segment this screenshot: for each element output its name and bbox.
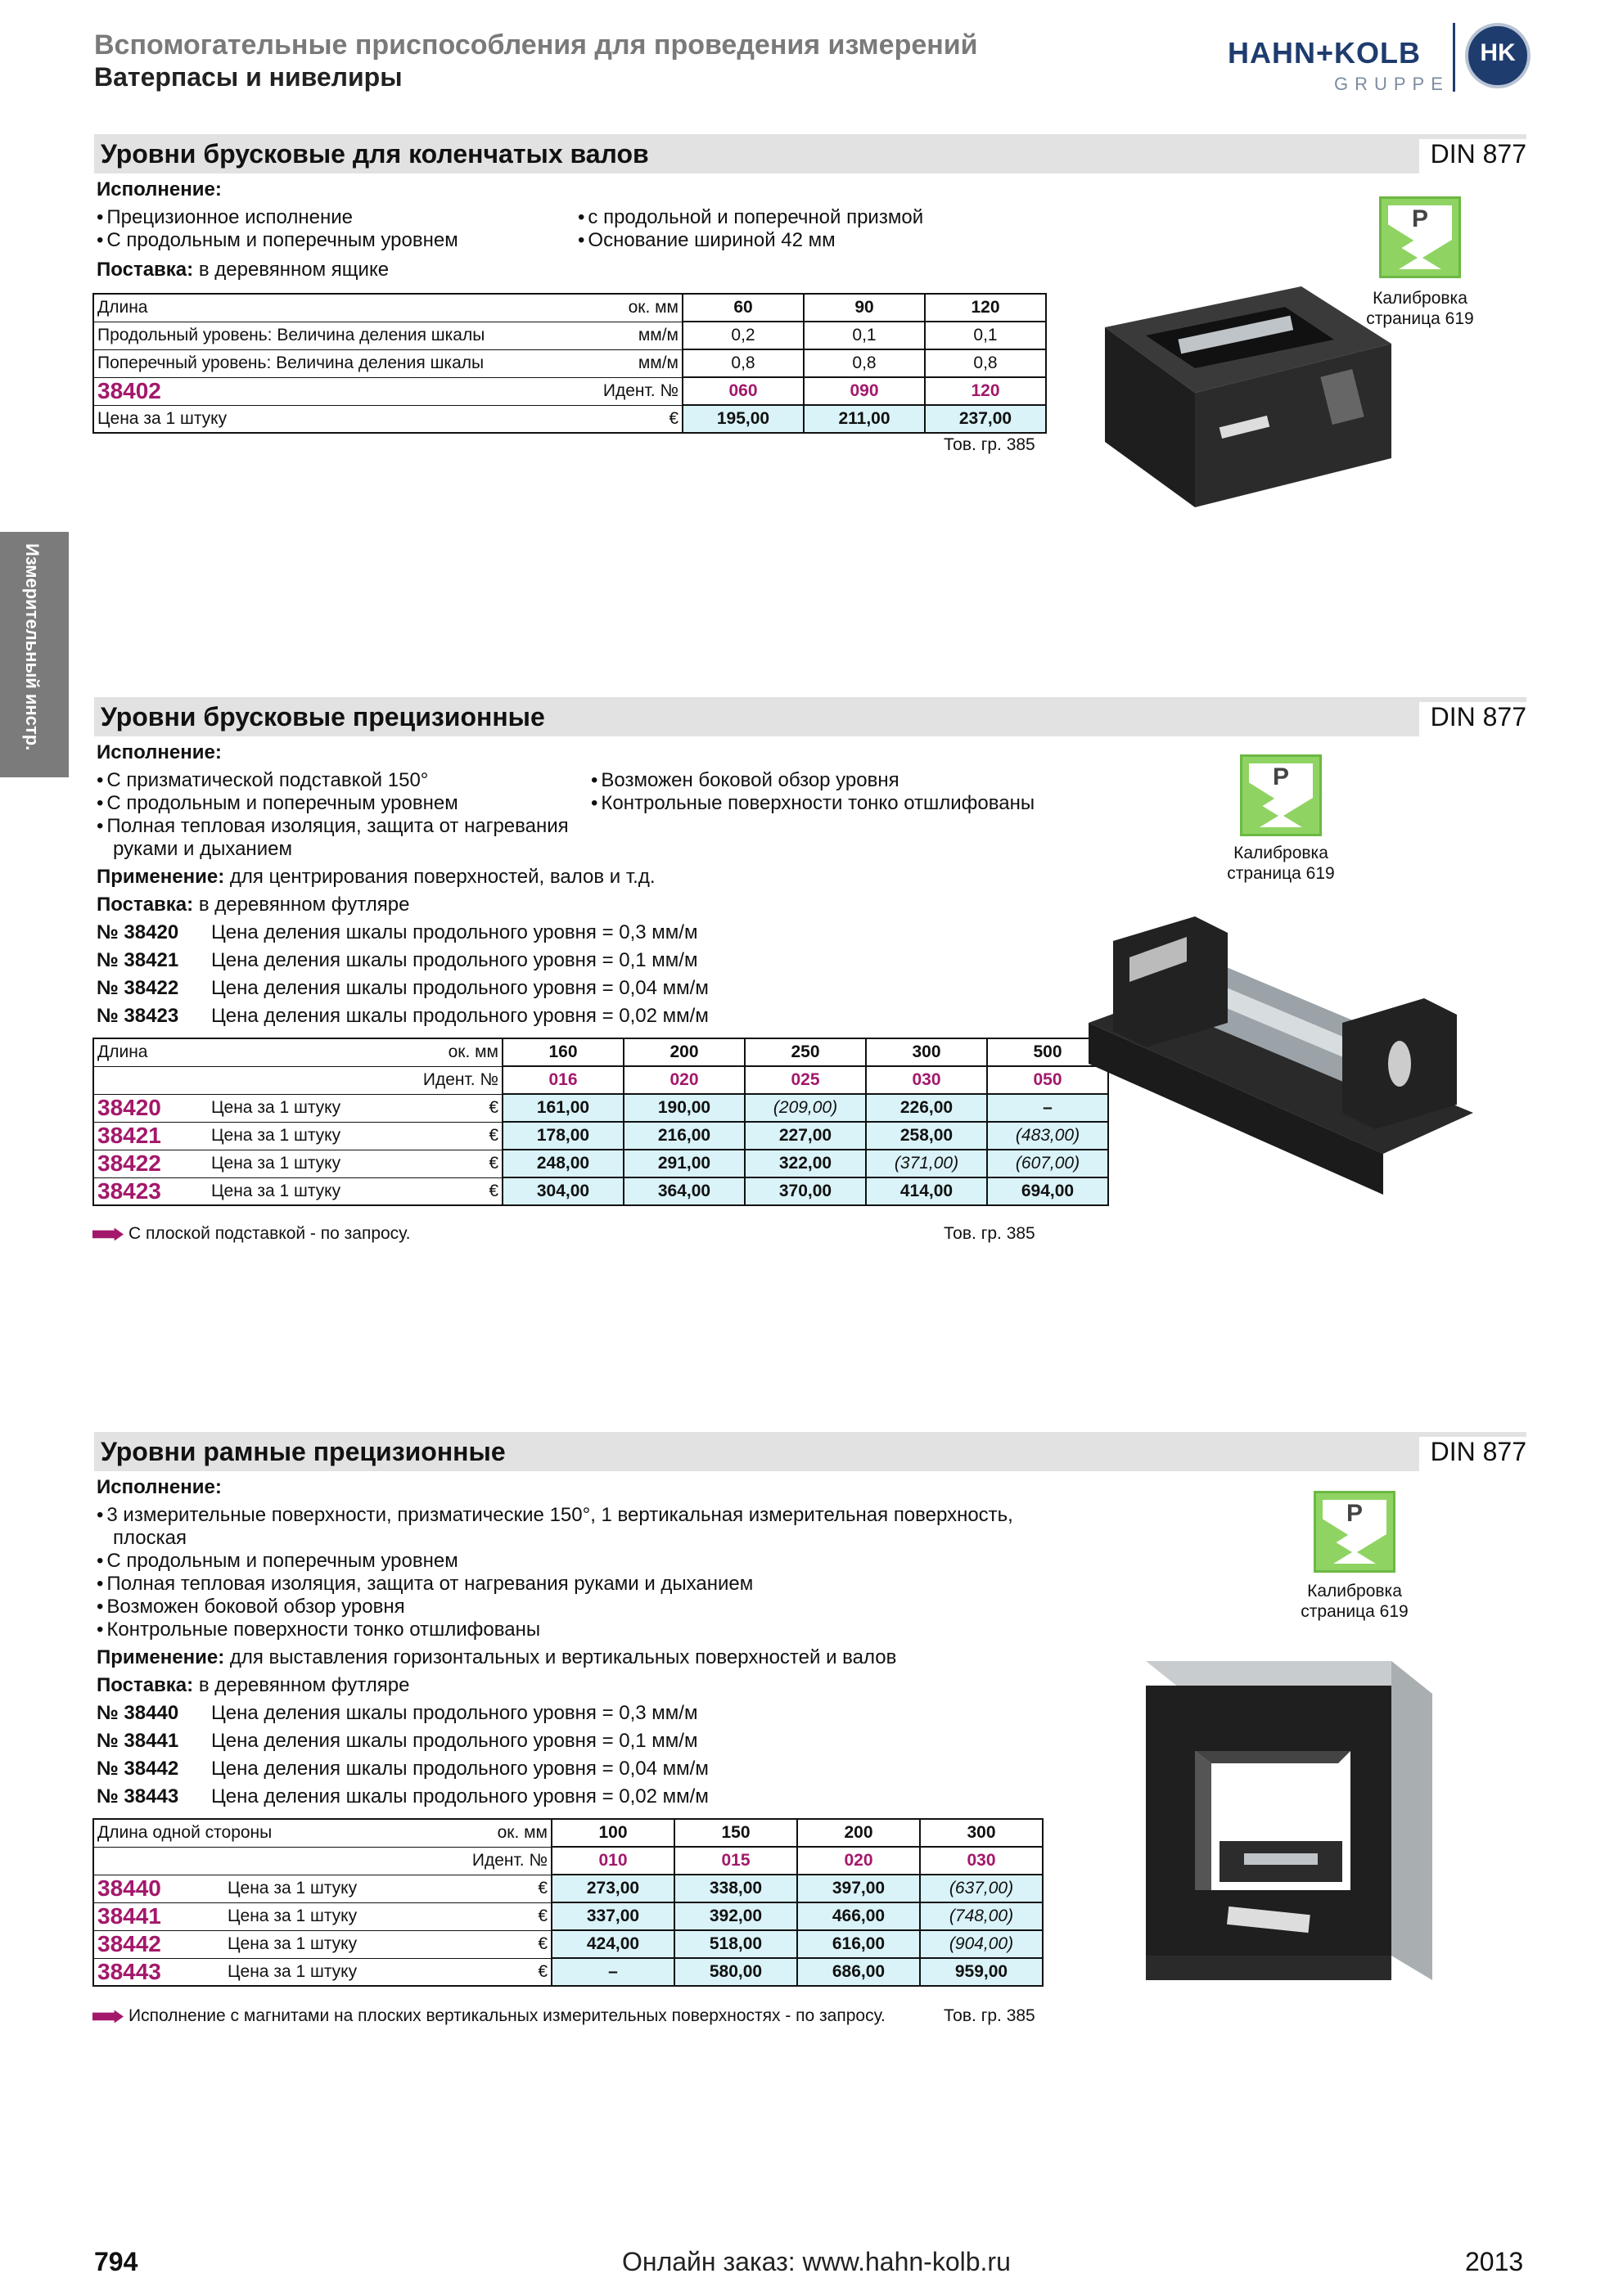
section-2-product-group: Тов. гр. 385 (944, 1224, 1035, 1243)
section-2-bullet: • С призматической подставкой 150° (97, 769, 428, 792)
section-3-bullet-cont: плоская (113, 1527, 187, 1549)
table-row: 38402 Идент. № 060 090 120 (93, 377, 1046, 405)
section-3-bullet: • 3 измерительные поверхности, призматические 150°, 1 вертикальная измерительная поверхность, (97, 1504, 1013, 1527)
section-3-din: DIN 877 (1419, 1437, 1526, 1471)
section-2-note: С плоской подставкой - по запросу. (92, 1224, 410, 1244)
section-1-product-group: Тов. гр. 385 (944, 435, 1035, 454)
section-2-bullet-cont: руками и дыханием (113, 838, 292, 860)
section-1-spec-table (92, 293, 1047, 434)
section-1-bullet: • Прецизионное исполнение (97, 206, 353, 229)
section-3-header (94, 1432, 1526, 1471)
arrow-right-icon (92, 2010, 124, 2023)
side-tab-label: Измерительный инстр. (22, 543, 43, 751)
section-3-bullet: • С продольным и поперечным уровнем (97, 1550, 458, 1573)
item-description: Цена деления шкалы продольного уровня = 0,3 мм/м (211, 921, 698, 943)
section-2-header (94, 697, 1526, 736)
table-row: Поперечный уровень: Величина деления шкалы мм/м 0,8 0,8 0,8 (93, 349, 1046, 377)
item-description: Цена деления шкалы продольного уровня = 0,1 мм/м (211, 1730, 698, 1752)
section-3-use: Применение: для выставления горизонтальных и вертикальных поверхностей и валов (97, 1646, 897, 1668)
item-description: Цена деления шкалы продольного уровня = 0,02 мм/м (211, 1005, 709, 1027)
precision-level-image (1080, 900, 1490, 1211)
table-row: Идент. № 010 015 020 030 (93, 1847, 1043, 1875)
footer-order-link[interactable]: Онлайн заказ: www.hahn-kolb.ru (622, 2247, 1011, 2276)
hahn-kolb-logo (1228, 18, 1531, 97)
section-1-bullet: • С продольным и поперечным уровнем (97, 229, 458, 252)
crankshaft-level-image (1097, 270, 1408, 515)
table-row: Продольный уровень: Величина деления шкалы мм/м 0,2 0,1 0,1 (93, 322, 1046, 349)
section-2-din: DIN 877 (1419, 702, 1526, 736)
table-row: 38440 Цена за 1 штуку € 273,00 338,00 397,00 (637,00) (93, 1875, 1043, 1902)
header-subcategory: Ватерпасы и нивелиры (94, 62, 403, 92)
footer-year: 2013 (1465, 2247, 1524, 2276)
article-number[interactable]: 38440 (93, 1875, 224, 1902)
item-number: № 38443 (97, 1785, 179, 1808)
article-number[interactable]: 38420 (93, 1094, 208, 1122)
table-row: Длина одной стороны ок. мм 100 150 200 300 (93, 1819, 1043, 1847)
item-description: Цена деления шкалы продольного уровня = 0,02 мм/м (211, 1785, 709, 1808)
section-2-supply: Поставка: в деревянном футляре (97, 894, 410, 916)
arrow-right-icon (92, 1227, 124, 1240)
section-2-bullet: • Полная тепловая изоляция, защита от нагревания (97, 815, 569, 838)
header-category: Вспомогательные приспособления для проведения измерений (94, 29, 978, 61)
item-number: № 38442 (97, 1758, 179, 1780)
section-3-supply: Поставка: в деревянном футляре (97, 1674, 410, 1696)
section-2-bullet: • Контрольные поверхности тонко отшлифованы (591, 792, 1035, 815)
table-row: Длина ок. мм 160 200 250 300 500 (93, 1038, 1108, 1066)
table-row: 38442 Цена за 1 штуку € 424,00 518,00 616,00 (904,00) (93, 1930, 1043, 1958)
calibration-reference[interactable]: Калибровка страница 619 (1366, 289, 1474, 328)
table-row: 38422 Цена за 1 штуку € 248,00 291,00 322,00 (371,00) (607,00) (93, 1150, 1108, 1177)
section-2-use: Применение: для центрирования поверхностей, валов и т.д. (97, 866, 656, 888)
section-2-title: Уровни брусковые прецизионные (101, 702, 545, 732)
calibration-icon[interactable]: P (1240, 754, 1322, 836)
item-description: Цена деления шкалы продольного уровня = 0,3 мм/м (211, 1702, 698, 1724)
article-number[interactable]: 38421 (93, 1122, 208, 1150)
page-number: 794 (94, 2247, 138, 2276)
item-number: № 38420 (97, 921, 179, 943)
calibration-icon[interactable]: P (1314, 1491, 1395, 1573)
section-3-bullet: • Возможен боковой обзор уровня (97, 1596, 405, 1618)
logo-subtitle: GRUPPE (1334, 74, 1449, 94)
table-row: 38421 Цена за 1 штуку € 178,00 216,00 227,00 258,00 (483,00) (93, 1122, 1108, 1150)
item-number: № 38423 (97, 1005, 179, 1027)
section-3-title: Уровни рамные прецизионные (101, 1437, 506, 1466)
section-3-bullet: • Полная тепловая изоляция, защита от нагревания руками и дыханием (97, 1573, 753, 1596)
calibration-reference[interactable]: Калибровка страница 619 (1227, 844, 1335, 883)
logo-wordmark: HAHN+KOLB (1228, 36, 1422, 70)
section-1-supply: Поставка: в деревянном ящике (97, 259, 390, 281)
section-2-exec-label: Исполнение: (97, 741, 222, 763)
item-number: № 38440 (97, 1702, 179, 1724)
item-description: Цена деления шкалы продольного уровня = 0,04 мм/м (211, 1758, 709, 1780)
section-1-bullet: • с продольной и поперечной призмой (578, 206, 923, 229)
item-number: № 38441 (97, 1730, 179, 1752)
item-description: Цена деления шкалы продольного уровня = 0,04 мм/м (211, 977, 709, 999)
section-3-product-group: Тов. гр. 385 (944, 2006, 1035, 2025)
section-1-bullet: • Основание шириной 42 мм (578, 229, 836, 252)
side-category-tab[interactable] (0, 532, 69, 777)
item-number: № 38421 (97, 949, 179, 971)
article-number[interactable]: 38442 (93, 1930, 224, 1958)
section-1-din: DIN 877 (1419, 139, 1526, 173)
section-3-price-table (92, 1818, 1044, 1987)
frame-level-image (1121, 1653, 1449, 1997)
section-3-exec-label: Исполнение: (97, 1476, 222, 1498)
article-number[interactable]: 38422 (93, 1150, 208, 1177)
section-1-header (94, 134, 1526, 173)
section-2-price-table (92, 1038, 1109, 1206)
table-row: 38423 Цена за 1 штуку € 304,00 364,00 370,00 414,00 694,00 (93, 1177, 1108, 1205)
logo-mark-icon: HK (1465, 23, 1531, 88)
article-number[interactable]: 38443 (93, 1958, 224, 1986)
calibration-icon[interactable]: P (1379, 196, 1461, 278)
article-number[interactable]: 38423 (93, 1177, 208, 1205)
article-number[interactable]: 38402 (93, 377, 584, 405)
item-number: № 38422 (97, 977, 179, 999)
item-description: Цена деления шкалы продольного уровня = 0,1 мм/м (211, 949, 698, 971)
table-row: 38441 Цена за 1 штуку € 337,00 392,00 466,00 (748,00) (93, 1902, 1043, 1930)
section-3-bullet: • Контрольные поверхности тонко отшлифованы (97, 1618, 540, 1641)
article-number[interactable]: 38441 (93, 1902, 224, 1930)
section-1-exec-label: Исполнение: (97, 178, 222, 200)
table-row: 38420 Цена за 1 штуку € 161,00 190,00 (209,00) 226,00 – (93, 1094, 1108, 1122)
logo-divider (1453, 23, 1455, 92)
table-row: Цена за 1 штуку € 195,00 211,00 237,00 (93, 405, 1046, 433)
calibration-reference[interactable]: Калибровка страница 619 (1301, 1582, 1409, 1621)
section-1-title: Уровни брусковые для коленчатых валов (101, 139, 649, 169)
table-row: Длина ок. мм 60 90 120 (93, 294, 1046, 322)
section-3-note: Исполнение с магнитами на плоских вертикальных измерительных поверхностях - по запросу. (92, 2006, 886, 2026)
table-row: Идент. № 016 020 025 030 050 (93, 1066, 1108, 1094)
section-2-bullet: • С продольным и поперечным уровнем (97, 792, 458, 815)
section-2-bullet: • Возможен боковой обзор уровня (591, 769, 899, 792)
table-row: 38443 Цена за 1 штуку € – 580,00 686,00 959,00 (93, 1958, 1043, 1986)
